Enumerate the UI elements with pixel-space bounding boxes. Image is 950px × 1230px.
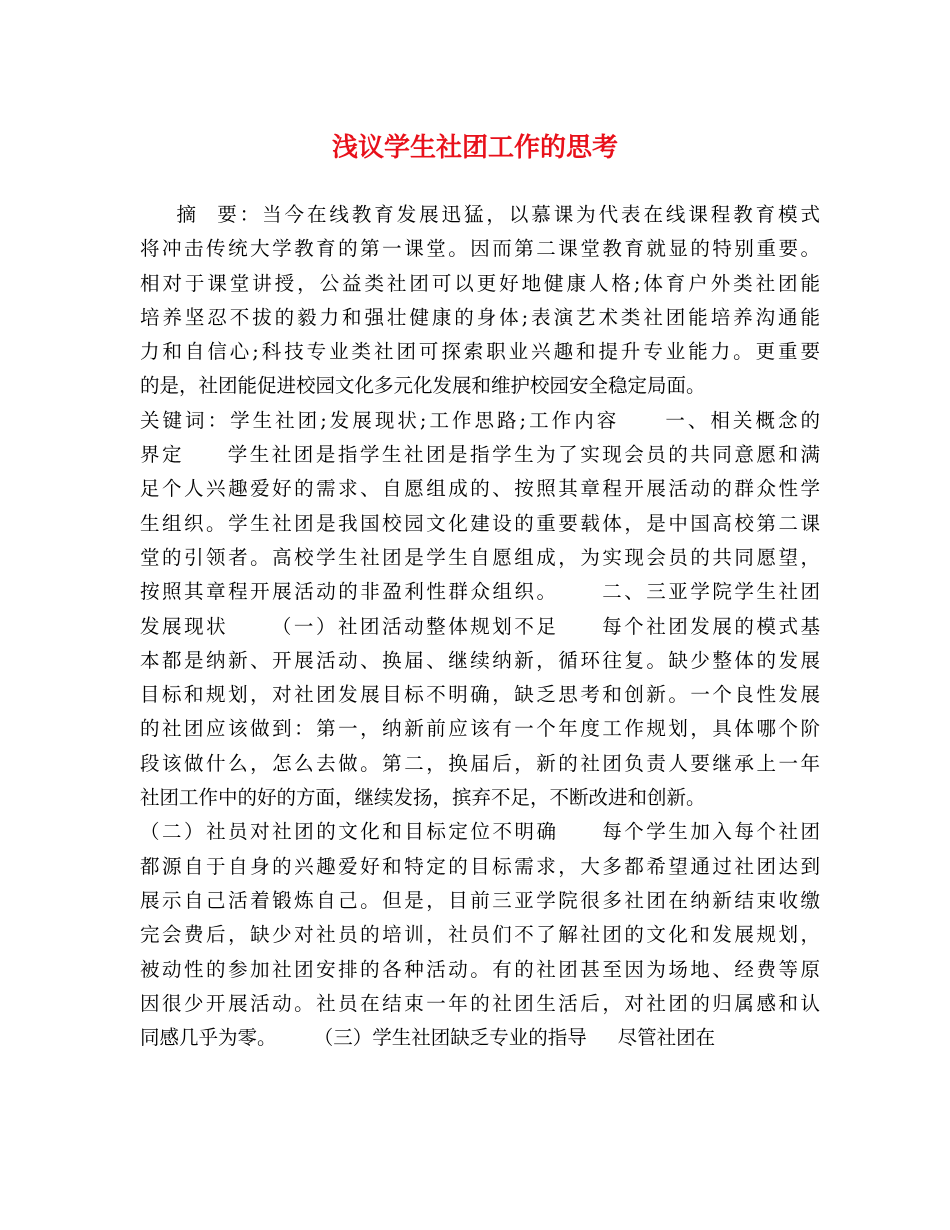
body-line: 堂的引领者。高校学生社团是学生自愿组成，为实现会员的共同愿望， [140, 545, 820, 569]
document-title: 浅议学生社团工作的思考 [331, 133, 618, 163]
body-line: 都源自于自身的兴趣爱好和特定的目标需求，大多都希望通过社团达到 [140, 854, 820, 878]
body-line: 段该做什么，怎么去做。第二，换届后，新的社团负责人要继承上一年 [140, 751, 820, 775]
body-line: 生组织。学生社团是我国校园文化建设的重要载体，是中国高校第二课 [140, 511, 820, 535]
body-line: 目标和规划，对社团发展目标不明确，缺乏思考和创新。一个良性发展 [140, 683, 820, 707]
body-line: 的社团应该做到：第一，纳新前应该有一个年度工作规划，具体哪个阶 [140, 717, 820, 741]
body-line: 将冲击传统大学教育的第一课堂。因而第二课堂教育就显的特别重要。 [140, 237, 820, 261]
document-body [140, 198, 820, 1055]
body-line: 同感几乎为零。 （三）学生社团缺乏专业的指导 尽管社团在 [140, 1026, 716, 1050]
body-line: 按照其章程开展活动的非盈利性群众组织。 二、三亚学院学生社团 [140, 580, 820, 604]
body-line: 关键词：学生社团;发展现状;工作思路;工作内容 一、相关概念的 [140, 408, 820, 432]
body-line: 相对于课堂讲授，公益类社团可以更好地健康人格;体育户外类社团能 [140, 271, 820, 295]
body-line: 被动性的参加社团安排的各种活动。有的社团甚至因为场地、经费等原 [140, 957, 820, 981]
body-line: 摘 要：当今在线教育发展迅猛，以慕课为代表在线课程教育模式 [140, 203, 820, 226]
body-line: 展示自己活着锻炼自己。但是，目前三亚学院很多社团在纳新结束收缴 [140, 888, 820, 912]
body-line: 界定 学生社团是指学生社团是指学生为了实现会员的共同意愿和满 [140, 443, 820, 467]
body-line: 的是，社团能促进校园文化多元化发展和维护校园安全稳定局面。 [140, 374, 706, 398]
body-line: 发展现状 （一）社团活动整体规划不足 每个社团发展的模式基 [140, 614, 820, 638]
body-line: 力和自信心;科技专业类社团可探索职业兴趣和提升专业能力。更重要 [140, 340, 820, 364]
body-line: 培养坚忍不拔的毅力和强壮健康的身体;表演艺术类社团能培养沟通能 [140, 305, 820, 329]
body-line: 社团工作中的好的方面，继续发扬，摈弃不足，不断改进和创新。 [140, 786, 706, 810]
body-line: 完会费后，缺少对社员的培训，社员们不了解社团的文化和发展规划， [140, 923, 820, 947]
body-line: （二）社员对社团的文化和目标定位不明确 每个学生加入每个社团 [140, 820, 820, 844]
body-line: 因很少开展活动。社员在结束一年的社团生活后，对社团的归属感和认 [140, 991, 820, 1015]
body-line: 本都是纳新、开展活动、换届、继续纳新，循环往复。缺少整体的发展 [140, 648, 820, 672]
body-line: 足个人兴趣爱好的需求、自愿组成的、按照其章程开展活动的群众性学 [140, 477, 820, 501]
